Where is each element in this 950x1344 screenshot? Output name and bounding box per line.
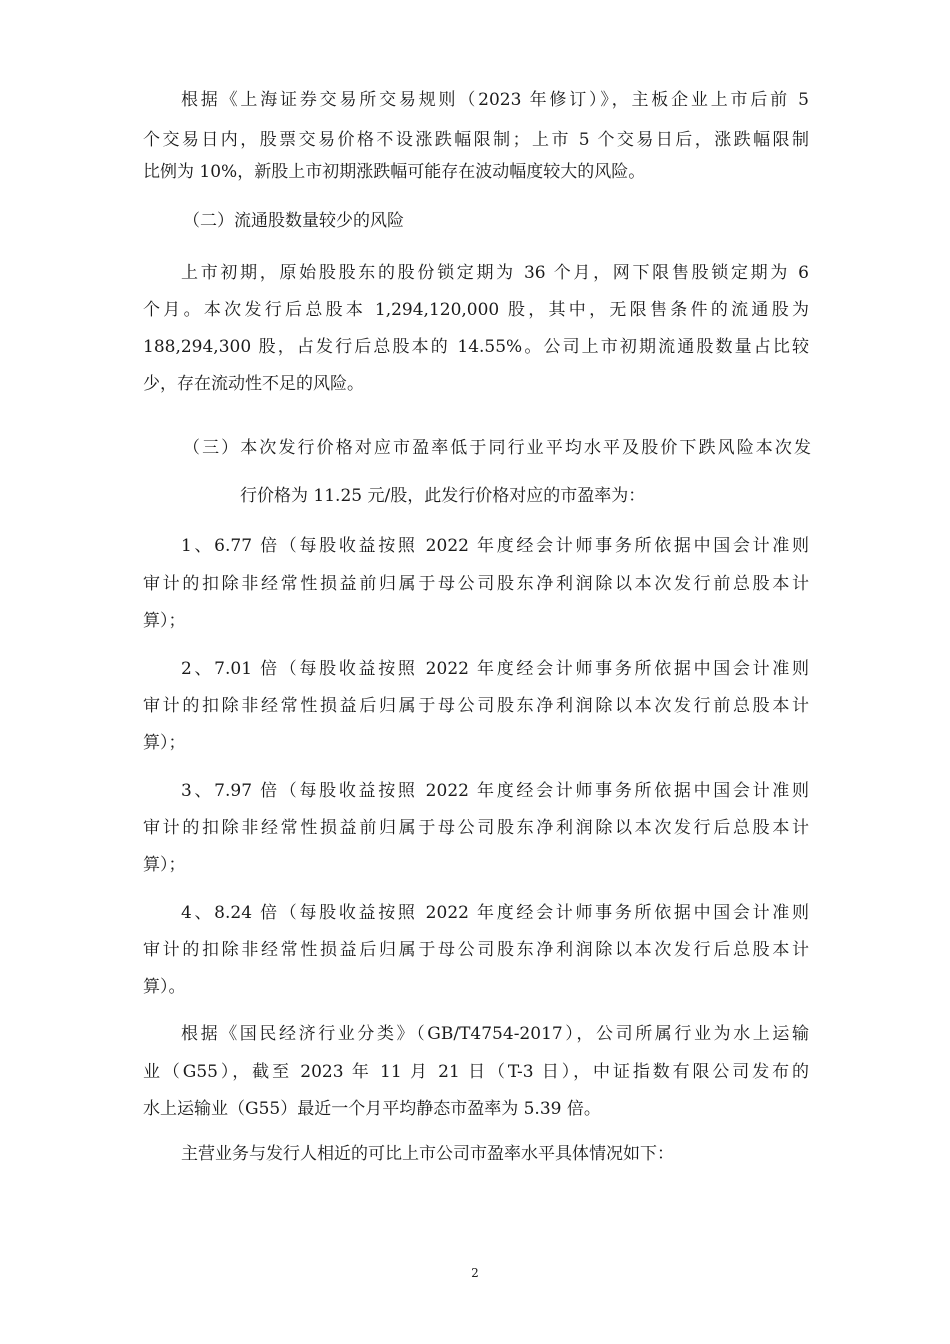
- list-item-line: 算）；: [143, 733, 186, 753]
- paragraph-line: 比例为 10%，新股上市初期涨跌幅可能存在波动幅度较大的风险。: [143, 162, 646, 182]
- list-item-line: 2、7.01 倍（每股收益按照 2022 年度经会计师事务所依据中国会计准则: [181, 659, 809, 679]
- paragraph-line: 少，存在流动性不足的风险。: [143, 374, 364, 394]
- section-heading-3: （三）本次发行价格对应市盈率低于同行业平均水平及股价下跌风险本次发: [183, 438, 811, 458]
- paragraph-line: 188,294,300 股，占发行后总股本的 14.55%。公司上市初期流通股数量占比较: [143, 337, 809, 357]
- paragraph-line: 行价格为 11.25 元/股，此发行价格对应的市盈率为：: [240, 486, 646, 506]
- list-item-line: 算）。: [143, 977, 186, 997]
- paragraph-line: 根据《上海证券交易所交易规则（2023 年修订）》，主板企业上市后前 5: [181, 90, 809, 110]
- list-item-line: 审计的扣除非经常性损益后归属于母公司股东净利润除以本次发行后总股本计: [143, 940, 809, 960]
- page-number: 2: [471, 1266, 479, 1280]
- list-item-line: 4、8.24 倍（每股收益按照 2022 年度经会计师事务所依据中国会计准则: [181, 903, 809, 923]
- list-item-line: 审计的扣除非经常性损益后归属于母公司股东净利润除以本次发行前总股本计: [143, 696, 809, 716]
- paragraph-line: 业（G55），截至 2023 年 11 月 21 日（T-3 日），中证指数有限公司发布的: [143, 1062, 809, 1082]
- list-item-line: 1、6.77 倍（每股收益按照 2022 年度经会计师事务所依据中国会计准则: [181, 536, 809, 556]
- list-item-line: 审计的扣除非经常性损益前归属于母公司股东净利润除以本次发行前总股本计: [143, 574, 809, 594]
- list-item-line: 审计的扣除非经常性损益前归属于母公司股东净利润除以本次发行后总股本计: [143, 818, 809, 838]
- list-item-line: 算）；: [143, 855, 186, 875]
- paragraph-line: 根据《国民经济行业分类》（GB/T4754-2017），公司所属行业为水上运输: [181, 1024, 809, 1044]
- paragraph-line: 水上运输业（G55）最近一个月平均静态市盈率为 5.39 倍。: [143, 1099, 601, 1119]
- paragraph-line: 主营业务与发行人相近的可比上市公司市盈率水平具体情况如下：: [181, 1144, 674, 1164]
- list-item-line: 3、7.97 倍（每股收益按照 2022 年度经会计师事务所依据中国会计准则: [181, 781, 809, 801]
- list-item-line: 算）；: [143, 611, 186, 631]
- paragraph-line: 个月。本次发行后总股本 1,294,120,000 股，其中，无限售条件的流通股为: [143, 300, 809, 320]
- paragraph-line: 上市初期，原始股股东的股份锁定期为 36 个月，网下限售股锁定期为 6: [181, 263, 809, 283]
- section-heading-2: （二）流通股数量较少的风险: [183, 211, 404, 231]
- paragraph-line: 个交易日内，股票交易价格不设涨跌幅限制；上市 5 个交易日后，涨跌幅限制: [143, 130, 809, 150]
